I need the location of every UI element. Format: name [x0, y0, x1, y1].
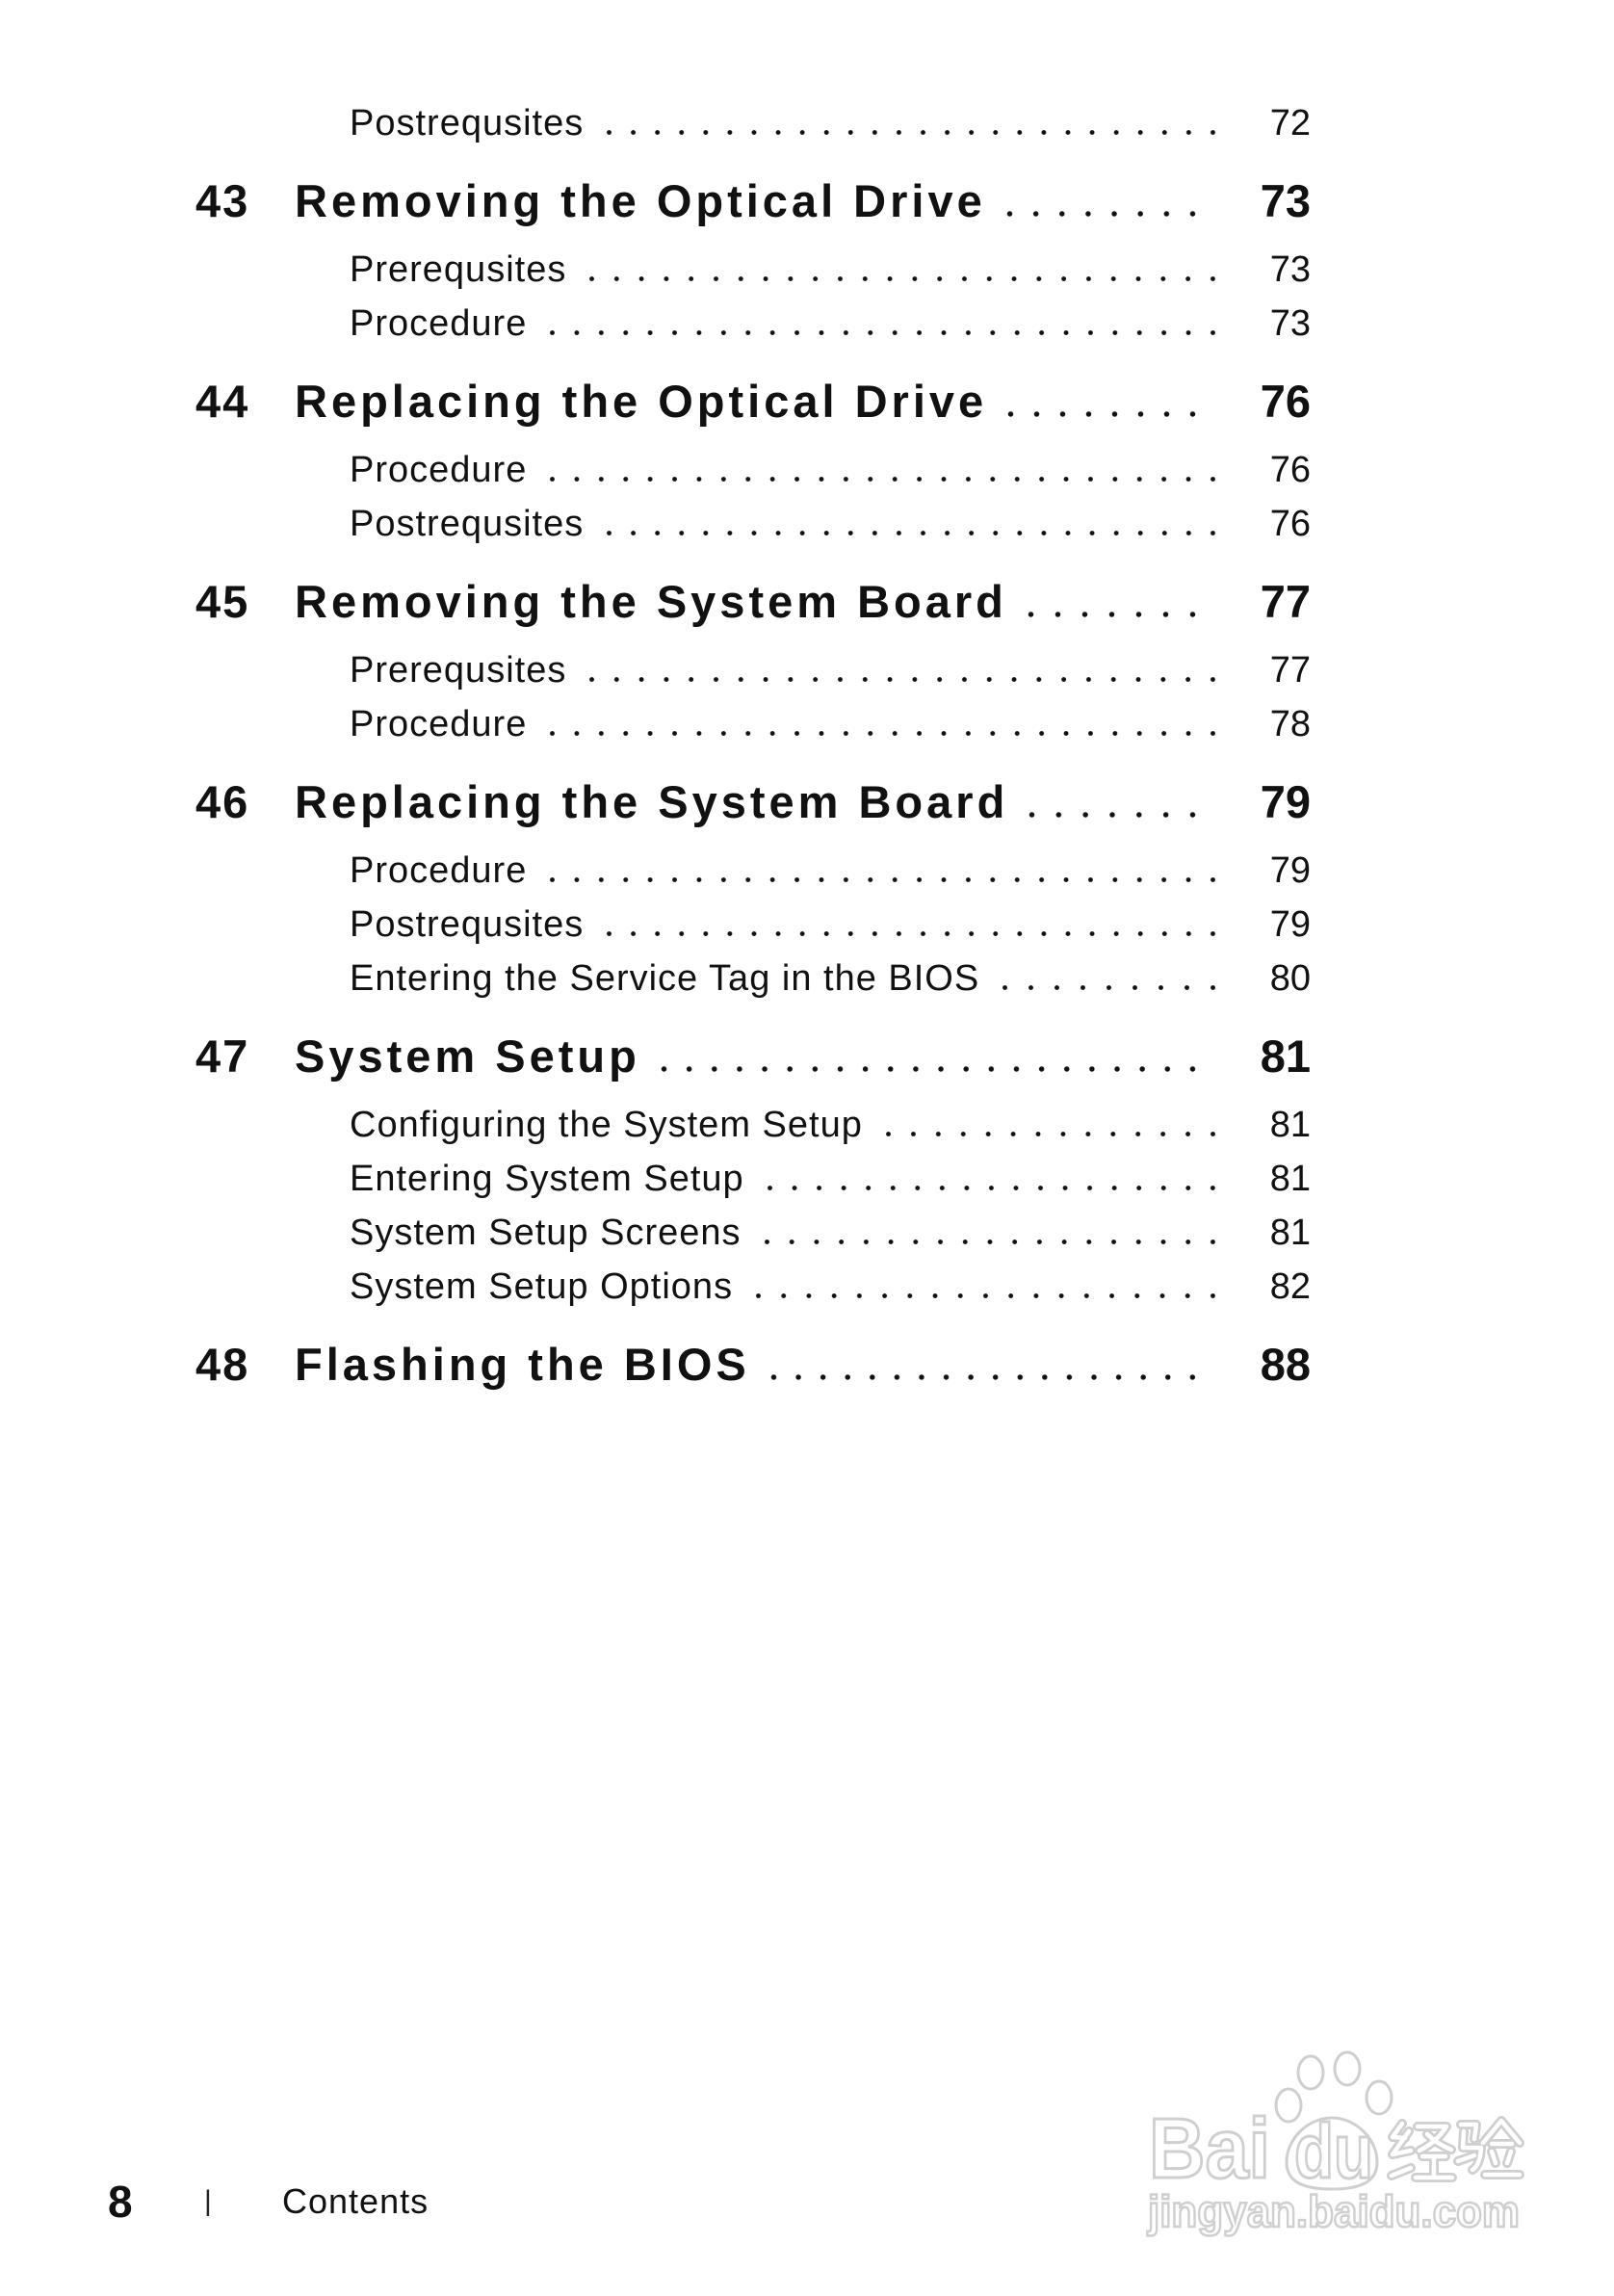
chapter-title: Removing the System Board: [295, 576, 1007, 627]
chapter-number: 46: [195, 776, 250, 827]
toc-page-number: 77: [1269, 650, 1311, 691]
chapter-page-number: 81: [1260, 1031, 1311, 1082]
toc-section-title: System Setup Screens: [350, 1213, 742, 1253]
dot-leader: [755, 1239, 1225, 1244]
dot-leader: [540, 330, 1225, 335]
toc-section-title: Procedure: [350, 303, 528, 344]
toc-page-number: 76: [1269, 450, 1311, 490]
toc-page-number: 73: [1269, 303, 1311, 344]
toc-page-number: 72: [1269, 103, 1311, 144]
dot-leader: [993, 985, 1225, 990]
toc-section-entry[interactable]: [195, 297, 1311, 351]
toc-section-entry[interactable]: [195, 844, 1311, 898]
toc-chapter-group: [195, 1335, 1311, 1395]
dot-leader: [540, 731, 1225, 736]
dot-leader: [540, 877, 1225, 882]
toc-section-title: Entering the Service Tag in the BIOS: [350, 958, 980, 999]
toc-chapter-entry[interactable]: [195, 171, 1311, 231]
toc-section-title: Configuring the System Setup: [350, 1105, 863, 1145]
toc-chapter-group: [195, 171, 1311, 351]
chapter-page-number: 76: [1260, 376, 1311, 427]
toc-section-title: Procedure: [350, 704, 528, 744]
dot-leader: [1019, 612, 1205, 617]
dot-leader: [1020, 812, 1205, 818]
toc-page-number: 78: [1269, 704, 1311, 744]
toc-section-entry[interactable]: [195, 443, 1311, 497]
chapter-page-number: 73: [1260, 175, 1311, 226]
toc-section-entry[interactable]: [195, 1152, 1311, 1206]
dot-leader: [762, 1374, 1205, 1380]
dot-leader: [998, 211, 1205, 217]
toc-section-title: Procedure: [350, 850, 528, 891]
chapter-page-number: 77: [1260, 576, 1311, 627]
toc-section-entry[interactable]: [195, 1260, 1311, 1314]
toc-chapter-group: [195, 372, 1311, 551]
chapter-title: Replacing the Optical Drive: [295, 376, 988, 427]
chapter-page-number: 88: [1260, 1339, 1311, 1390]
dot-leader: [580, 276, 1225, 281]
toc-chapter-group: [195, 772, 1311, 1005]
toc-section-title: Postrequsites: [350, 504, 585, 544]
toc-page-number: 76: [1269, 504, 1311, 544]
toc-section-title: Prerequsites: [350, 650, 567, 691]
chapter-number: 44: [195, 376, 250, 427]
toc-section-entry[interactable]: [195, 497, 1311, 551]
chapter-number: 45: [195, 576, 250, 627]
chapter-title: Flashing the BIOS: [295, 1339, 750, 1390]
toc-chapter-entry[interactable]: [195, 772, 1311, 832]
footer-section-name: Contents: [282, 2181, 430, 2221]
dot-leader: [876, 1132, 1225, 1136]
toc-chapter-group: [195, 572, 1311, 751]
dot-leader: [597, 931, 1225, 936]
chapter-number: 48: [195, 1339, 250, 1390]
dot-leader: [758, 1186, 1225, 1190]
toc-page-number: 79: [1269, 904, 1311, 945]
toc-chapter-entry[interactable]: [195, 1027, 1311, 1086]
toc-section-title: Postrequsites: [350, 103, 585, 144]
footer-page-number: 8: [108, 2177, 133, 2227]
toc-chapter-entry[interactable]: [195, 572, 1311, 632]
baidu-jingyan-watermark: [1136, 2042, 1541, 2263]
toc-section-entry[interactable]: [195, 643, 1311, 697]
toc-section-entry[interactable]: [195, 1098, 1311, 1152]
toc-page-number: 73: [1269, 249, 1311, 290]
toc-chapter-group: [195, 1027, 1311, 1314]
toc-section-entry[interactable]: [195, 952, 1311, 1005]
chapter-number: 43: [195, 175, 250, 226]
watermark-brand-suffix: du: [1294, 2108, 1373, 2194]
chapter-title: Removing the Optical Drive: [295, 175, 986, 226]
toc-page-number: 80: [1269, 958, 1311, 999]
toc-page-number: 79: [1269, 850, 1311, 891]
toc-section-entry[interactable]: [195, 898, 1311, 952]
toc-page-number: 81: [1269, 1159, 1311, 1199]
table-of-contents: [195, 96, 1311, 1406]
chapter-page-number: 79: [1260, 776, 1311, 827]
dot-leader: [999, 411, 1205, 417]
toc-section-entry[interactable]: [195, 243, 1311, 297]
toc-page-number: 81: [1269, 1213, 1311, 1253]
watermark-cjk-lettering: [1392, 2121, 1520, 2178]
footer-separator: |: [204, 2185, 212, 2217]
watermark-brand-prefix: Bai: [1149, 2100, 1270, 2196]
toc-section-title: Prerequsites: [350, 249, 567, 290]
toc-section-title: Postrequsites: [350, 904, 585, 945]
toc-chapter-entry[interactable]: [195, 1335, 1311, 1395]
chapter-title: System Setup: [295, 1031, 640, 1082]
dot-leader: [597, 130, 1225, 135]
toc-page-number: 82: [1269, 1266, 1311, 1307]
dot-leader: [597, 531, 1225, 535]
toc-section-entry[interactable]: [195, 1206, 1311, 1260]
dot-leader: [652, 1066, 1205, 1072]
dot-leader: [746, 1293, 1225, 1298]
toc-section-title: Entering System Setup: [350, 1159, 744, 1199]
watermark-site: jingyan.baidu.com: [1147, 2186, 1520, 2236]
dot-leader: [580, 677, 1225, 682]
dot-leader: [540, 477, 1225, 482]
toc-page-number: 81: [1269, 1105, 1311, 1145]
toc-section-entry[interactable]: [195, 96, 1311, 150]
toc-section-title: Procedure: [350, 450, 528, 490]
toc-section-entry[interactable]: [195, 697, 1311, 751]
toc-chapter-entry[interactable]: [195, 372, 1311, 431]
chapter-number: 47: [195, 1031, 250, 1082]
toc-section-title: System Setup Options: [350, 1266, 734, 1307]
chapter-title: Replacing the System Board: [295, 776, 1009, 827]
